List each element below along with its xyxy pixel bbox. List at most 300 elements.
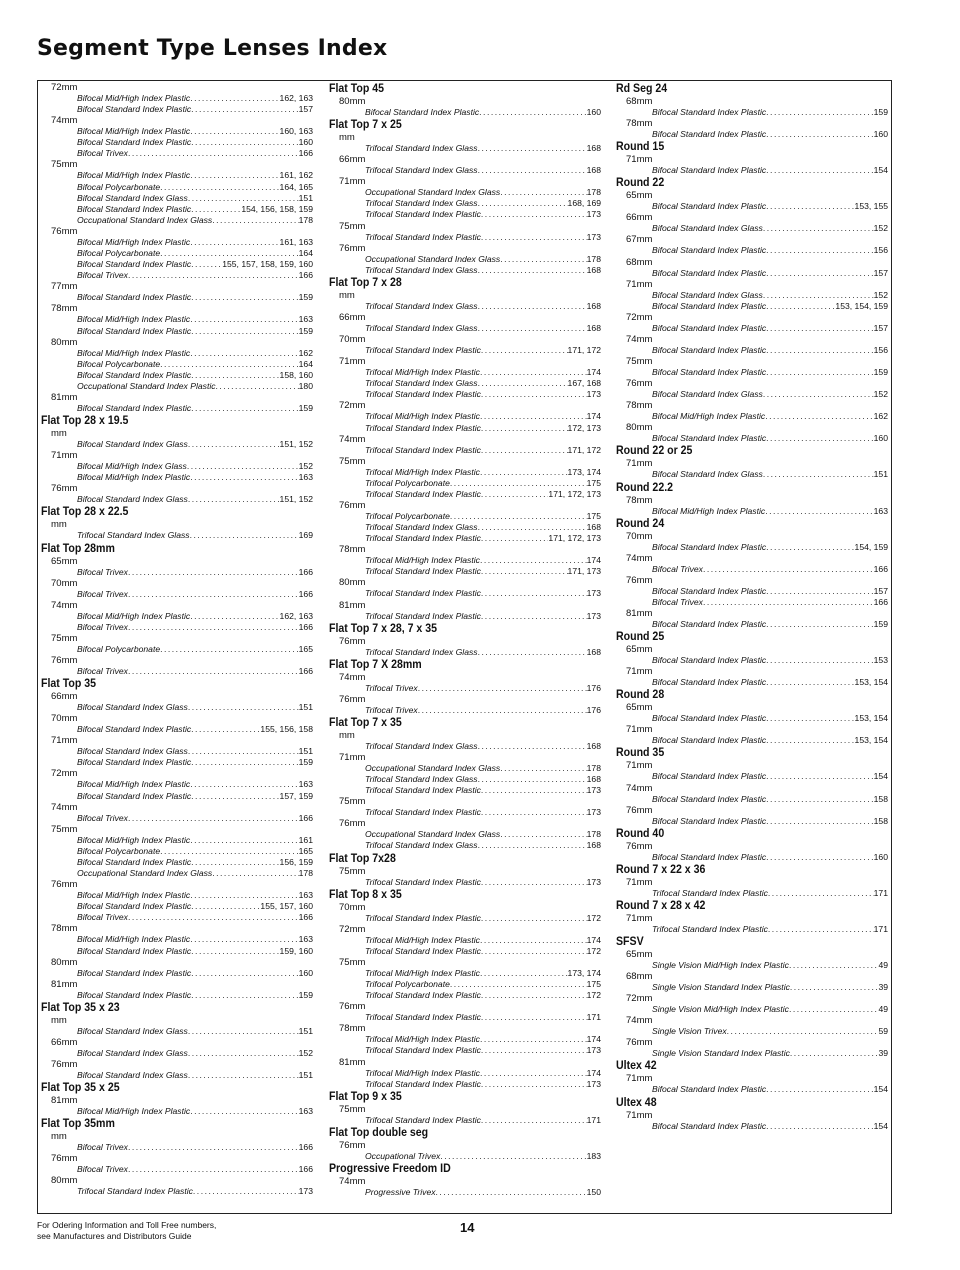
size-label: 71mm xyxy=(626,912,653,924)
page-ref: 172 xyxy=(586,990,601,1001)
index-entry xyxy=(616,469,888,480)
section-heading: Round 22 xyxy=(616,177,665,190)
page-ref: 39 xyxy=(878,1048,888,1059)
lens-type: Bifocal Standard Index Plastic xyxy=(652,585,767,596)
dot-leader xyxy=(480,555,587,566)
lens-type: Bifocal Trivex xyxy=(77,566,128,577)
lens-type: Trifocal Standard Index Plastic xyxy=(365,1078,481,1089)
page-ref: 173 xyxy=(586,1078,601,1089)
dot-leader xyxy=(480,968,568,979)
page-ref: 160 xyxy=(873,433,888,444)
footer-line: For Odering Information and Toll Free numbers, xyxy=(37,1220,217,1230)
section-heading: Flat Top 7 x 25 xyxy=(329,119,402,132)
dot-leader xyxy=(191,292,298,303)
lens-type: Bifocal Mid/High Index Plastic xyxy=(652,411,766,422)
dot-leader xyxy=(188,1026,299,1037)
lens-type: Bifocal Standard Index Plastic xyxy=(652,129,767,140)
index-entry xyxy=(41,622,313,633)
page-ref: 152 xyxy=(298,1047,313,1058)
index-entry xyxy=(616,201,888,212)
lens-type: Trifocal Standard Index Plastic xyxy=(365,912,481,923)
dot-leader xyxy=(481,566,568,577)
page-ref: 152 xyxy=(873,289,888,300)
dot-leader xyxy=(436,1187,587,1198)
index-entry xyxy=(41,791,313,802)
page-ref: 168 xyxy=(586,646,601,657)
dot-leader xyxy=(190,934,298,945)
index-entry xyxy=(329,411,601,422)
dot-leader xyxy=(703,597,874,608)
dot-leader xyxy=(766,586,873,597)
dot-leader xyxy=(128,589,299,600)
index-entry xyxy=(41,170,313,181)
index-entry xyxy=(41,1048,313,1059)
dot-leader xyxy=(191,104,298,115)
index-entry xyxy=(329,877,601,888)
index-entry xyxy=(616,433,888,444)
dot-leader xyxy=(478,647,587,658)
lens-type: Bifocal Standard Index Plastic xyxy=(652,677,767,688)
dot-leader xyxy=(191,901,260,912)
dot-leader xyxy=(481,1012,587,1023)
lens-type: Trifocal Standard Index Plastic xyxy=(365,610,481,621)
page-ref: 171, 172 xyxy=(567,444,601,455)
section-heading: Rd Seg 24 xyxy=(616,83,668,95)
dot-leader xyxy=(478,198,568,209)
dot-leader xyxy=(790,982,879,993)
page-ref: 165 xyxy=(298,845,313,856)
dot-leader xyxy=(766,677,854,688)
lens-type: Bifocal Standard Index Plastic xyxy=(77,967,192,978)
size-label: 75mm xyxy=(51,632,78,644)
size-label: 75mm xyxy=(339,220,366,232)
section-heading: Flat Top 9 x 35 xyxy=(329,1090,402,1103)
index-entry xyxy=(41,666,313,677)
page-ref: 168 xyxy=(586,740,601,751)
page-ref: 163 xyxy=(298,1106,313,1117)
lens-type: Trifocal Standard Index Plastic xyxy=(365,444,481,455)
lens-type: Single Vision Mid/High Index Plastic xyxy=(652,1004,789,1015)
index-column-2 xyxy=(329,82,601,1198)
lens-type: Bifocal Mid/High Index Plastic xyxy=(77,236,191,247)
size-label: 75mm xyxy=(339,956,366,968)
index-entry xyxy=(616,586,888,597)
size-label: 65mm xyxy=(626,949,653,960)
index-entry xyxy=(616,735,888,746)
index-entry xyxy=(329,555,601,566)
page-ref: 153, 154 xyxy=(854,713,888,724)
page-ref: 160 xyxy=(298,137,313,148)
page-ref: 166 xyxy=(298,148,313,159)
index-entry xyxy=(616,924,888,935)
section-heading: Flat Top 35mm xyxy=(41,1118,115,1131)
index-entry xyxy=(616,323,888,334)
dot-leader xyxy=(478,165,587,176)
size-label: 76mm xyxy=(626,840,653,852)
page-ref: 166 xyxy=(298,1142,313,1153)
size-label: 71mm xyxy=(626,1073,653,1085)
lens-type: Trifocal Standard Index Glass xyxy=(77,530,190,541)
index-entry xyxy=(41,215,313,226)
lens-type: Bifocal Standard Index Plastic xyxy=(652,322,767,333)
page-ref: 178 xyxy=(586,253,601,264)
size-label: 70mm xyxy=(339,334,366,346)
index-entry xyxy=(41,259,313,270)
lens-type: Bifocal Standard Index Plastic xyxy=(77,790,192,801)
dot-leader xyxy=(500,829,586,840)
index-entry xyxy=(329,301,601,312)
page-ref: 168 xyxy=(586,522,601,533)
index-entry xyxy=(41,1164,313,1175)
lens-type: Trifocal Standard Index Plastic xyxy=(652,923,768,934)
size-label: 65mm xyxy=(626,644,653,656)
dot-leader xyxy=(790,1048,879,1059)
dot-leader xyxy=(190,170,279,181)
dot-leader xyxy=(190,314,298,325)
lens-type: Trifocal Standard Index Glass xyxy=(365,378,478,389)
index-entry xyxy=(616,794,888,805)
index-entry xyxy=(329,946,601,957)
dot-leader xyxy=(766,655,873,666)
page-ref: 160 xyxy=(298,967,313,978)
index-entry xyxy=(616,771,888,782)
lens-type: Bifocal Standard Index Glass xyxy=(652,289,763,300)
index-entry xyxy=(41,757,313,768)
page-ref: 161, 162 xyxy=(279,170,313,181)
lens-type: Bifocal Standard Index Plastic xyxy=(77,292,192,303)
lens-type: Trifocal Standard Index Glass xyxy=(365,143,478,154)
lens-type: Bifocal Standard Index Plastic xyxy=(77,402,192,413)
page-ref: 178 xyxy=(586,187,601,198)
page-ref: 154 xyxy=(873,771,888,782)
dot-leader xyxy=(191,724,260,735)
dot-leader xyxy=(766,201,854,212)
size-label: 74mm xyxy=(51,599,78,611)
lens-type: Bifocal Standard Index Plastic xyxy=(652,655,767,666)
lens-type: Trifocal Mid/High Index Plastic xyxy=(365,555,480,566)
dot-leader xyxy=(191,791,279,802)
size-label: 81mm xyxy=(51,978,78,990)
dot-leader xyxy=(480,1068,587,1079)
size-label: 76mm xyxy=(51,655,78,666)
size-label: 76mm xyxy=(51,1058,78,1070)
page-ref: 39 xyxy=(878,982,888,993)
section-heading: Round 25 xyxy=(616,631,665,644)
size-label: 76mm xyxy=(339,499,366,511)
index-entry xyxy=(41,746,313,757)
page-ref: 172, 173 xyxy=(567,422,601,433)
dot-leader xyxy=(768,888,874,899)
index-entry xyxy=(41,846,313,857)
section-heading: Flat Top 28 x 22.5 xyxy=(41,506,129,519)
lens-type: Trifocal Standard Index Plastic xyxy=(365,876,481,887)
lens-type: Bifocal Mid/High Index Plastic xyxy=(77,126,191,137)
page-ref: 176 xyxy=(586,682,601,693)
index-entry xyxy=(41,148,313,159)
index-entry xyxy=(616,542,888,553)
dot-leader xyxy=(481,1115,587,1126)
index-entry xyxy=(329,423,601,434)
lens-type: Bifocal Trivex xyxy=(77,912,128,923)
section-heading: Flat Top 7 x 35 xyxy=(329,716,402,729)
dot-leader xyxy=(727,1026,879,1037)
section-heading: Round 7 x 28 x 42 xyxy=(616,899,706,912)
dot-leader xyxy=(188,702,299,713)
lens-type: Bifocal Trivex xyxy=(77,621,128,632)
dot-leader xyxy=(481,990,587,1001)
page-ref: 151 xyxy=(298,1025,313,1036)
lens-type: Trifocal Standard Index Glass xyxy=(365,165,478,176)
page-ref: 151, 152 xyxy=(279,439,313,450)
section-heading: Flat Top 7 X 28mm xyxy=(329,658,422,671)
page-ref: 173 xyxy=(586,1045,601,1056)
dot-leader xyxy=(190,93,279,104)
dot-leader xyxy=(440,1151,586,1162)
lens-type: Trifocal Mid/High Index Plastic xyxy=(365,411,480,422)
lens-type: Trifocal Standard Index Plastic xyxy=(365,1012,481,1023)
dot-leader xyxy=(765,506,873,517)
page-ref: 157 xyxy=(873,322,888,333)
page-ref: 168 xyxy=(586,300,601,311)
lens-type: Single Vision Standard Index Plastic xyxy=(652,982,790,993)
dot-leader xyxy=(191,326,298,337)
lens-type: Bifocal Trivex xyxy=(77,812,128,823)
index-entry xyxy=(41,193,313,204)
lens-type: Bifocal Mid/High Index Plastic xyxy=(77,314,191,325)
index-entry xyxy=(41,104,313,115)
page-ref: 174 xyxy=(586,1034,601,1045)
dot-leader xyxy=(479,107,586,118)
size-label: 71mm xyxy=(51,735,78,747)
lens-type: Trifocal Standard Index Plastic xyxy=(365,785,481,796)
dot-leader xyxy=(481,423,568,434)
page-ref: 49 xyxy=(878,960,888,970)
lens-type: Trifocal Standard Index Glass xyxy=(365,774,478,785)
index-entry xyxy=(41,93,313,104)
lens-type: Bifocal Mid/High Index Plastic xyxy=(77,610,191,621)
dot-leader xyxy=(766,771,873,782)
dot-leader xyxy=(481,533,549,544)
dot-leader xyxy=(480,1034,587,1045)
lens-type: Trifocal Standard Index Plastic xyxy=(365,807,481,818)
dot-leader xyxy=(478,522,587,533)
index-entry xyxy=(329,389,601,400)
size-label: 76mm xyxy=(339,818,366,830)
dot-leader xyxy=(481,913,587,924)
lens-type: Occupational Standard Index Glass xyxy=(365,763,501,773)
section-heading: Round 35 xyxy=(616,747,665,760)
size-label: 74mm xyxy=(626,333,653,345)
dot-leader xyxy=(789,960,879,971)
dot-leader xyxy=(190,890,298,901)
lens-type: Occupational Standard Index Glass xyxy=(77,214,213,225)
page-ref: 174 xyxy=(586,367,601,378)
lens-type: Bifocal Standard Index Glass xyxy=(77,702,188,713)
index-entry xyxy=(616,223,888,234)
page-ref: 159 xyxy=(873,618,888,629)
section-heading: Flat Top 28mm xyxy=(41,542,115,555)
dot-leader xyxy=(190,126,279,137)
size-label: 66mm xyxy=(339,311,366,323)
page-ref: 174 xyxy=(586,411,601,422)
page-ref: 180 xyxy=(298,380,313,391)
section-heading: Round 22.2 xyxy=(616,481,674,494)
index-column-1 xyxy=(41,82,313,1197)
lens-type: Trifocal Standard Index Plastic xyxy=(365,209,481,220)
index-entry xyxy=(616,411,888,422)
page-ref: 156 xyxy=(873,344,888,355)
index-entry xyxy=(616,290,888,301)
lens-type: Bifocal Standard Index Plastic xyxy=(652,771,767,782)
size-label: 66mm xyxy=(51,1036,78,1048)
size-label: 72mm xyxy=(626,311,653,323)
page-ref: 173 xyxy=(298,1186,313,1197)
size-label: 80mm xyxy=(339,577,366,589)
index-entry xyxy=(329,1045,601,1056)
dot-leader xyxy=(212,868,298,879)
lens-type: Bifocal Mid/High Index Plastic xyxy=(77,472,191,483)
size-label: 70mm xyxy=(51,577,78,589)
index-entry xyxy=(329,968,601,979)
dot-leader xyxy=(500,763,586,774)
page-ref: 161 xyxy=(298,834,313,845)
index-entry xyxy=(329,209,601,220)
page-ref: 160 xyxy=(586,107,601,117)
page-ref: 166 xyxy=(298,621,313,632)
index-entry xyxy=(41,326,313,337)
index-entry xyxy=(616,129,888,140)
lens-type: Bifocal Standard Index Plastic xyxy=(365,107,480,117)
index-entry xyxy=(329,979,601,990)
dot-leader xyxy=(481,489,549,500)
dot-leader xyxy=(766,1121,873,1132)
page-ref: 171, 173 xyxy=(567,566,601,577)
size-label: 70mm xyxy=(626,530,653,542)
dot-leader xyxy=(191,137,298,148)
page-ref: 159 xyxy=(298,989,313,1000)
page-ref: 169 xyxy=(298,530,313,541)
index-entry xyxy=(329,232,601,243)
page-ref: 164 xyxy=(298,248,313,259)
index-entry xyxy=(41,779,313,790)
dot-leader xyxy=(450,979,587,990)
size-label: 75mm xyxy=(51,823,78,835)
dot-leader xyxy=(481,588,587,599)
lens-type: Progressive Trivex xyxy=(365,1186,436,1197)
lens-type: Bifocal Polycarbonate xyxy=(77,643,161,654)
dot-leader xyxy=(191,204,241,215)
dot-leader xyxy=(128,1164,299,1175)
lens-type: Trifocal Standard Index Plastic xyxy=(365,389,481,400)
dot-leader xyxy=(766,433,873,444)
page-ref: 151 xyxy=(298,702,313,713)
lens-type: Bifocal Trivex xyxy=(77,148,128,159)
index-entry xyxy=(329,774,601,785)
dot-leader xyxy=(478,840,587,851)
dot-leader xyxy=(766,1084,873,1095)
page-ref: 174 xyxy=(586,934,601,945)
page-ref: 159 xyxy=(298,292,313,303)
size-label: 71mm xyxy=(626,458,653,470)
index-entry xyxy=(329,1034,601,1045)
size-label: 78mm xyxy=(339,544,366,556)
index-entry xyxy=(41,182,313,193)
index-entry xyxy=(41,589,313,600)
lens-type: Bifocal Standard Index Plastic xyxy=(652,433,767,444)
index-entry xyxy=(41,530,313,541)
index-entry xyxy=(329,1079,601,1090)
size-label: mm xyxy=(51,1014,67,1026)
page-ref: 164, 165 xyxy=(279,181,313,192)
dot-leader xyxy=(478,265,587,276)
lens-type: Bifocal Mid/High Index Plastic xyxy=(77,834,191,845)
index-entry xyxy=(41,403,313,414)
page-ref: 159 xyxy=(298,325,313,336)
lens-type: Bifocal Trivex xyxy=(77,588,128,599)
lens-type: Trifocal Polycarbonate xyxy=(365,979,450,990)
lens-type: Trifocal Standard Index Plastic xyxy=(365,990,481,1001)
page-ref: 49 xyxy=(878,1004,888,1015)
dot-leader xyxy=(766,245,873,256)
index-entry xyxy=(616,960,888,971)
dot-leader xyxy=(766,129,873,140)
index-entry xyxy=(616,564,888,575)
page-ref: 154, 159 xyxy=(854,541,888,552)
page-ref: 152 xyxy=(873,223,888,234)
size-label: 68mm xyxy=(626,971,653,983)
lens-type: Occupational Standard Index Glass xyxy=(365,829,501,840)
page-ref: 172 xyxy=(586,945,601,956)
page-ref: 162, 163 xyxy=(279,93,313,103)
size-label: 76mm xyxy=(626,804,653,816)
lens-type: Trifocal Standard Index Plastic xyxy=(77,1186,193,1197)
dot-leader xyxy=(188,1070,299,1081)
index-entry xyxy=(329,489,601,500)
lens-type: Bifocal Standard Index Plastic xyxy=(652,735,767,746)
dot-leader xyxy=(481,445,568,456)
index-entry xyxy=(41,857,313,868)
dot-leader xyxy=(418,705,587,716)
lens-type: Trifocal Standard Index Plastic xyxy=(365,945,481,956)
index-entry xyxy=(329,254,601,265)
dot-leader xyxy=(160,182,279,193)
page-ref: 159 xyxy=(873,107,888,117)
size-label: 71mm xyxy=(626,278,653,290)
size-label: 74mm xyxy=(339,671,366,683)
lens-type: Bifocal Trivex xyxy=(652,596,703,607)
dot-leader xyxy=(768,924,874,935)
size-label: 71mm xyxy=(626,1109,653,1121)
page-ref: 159 xyxy=(873,367,888,378)
lens-type: Bifocal Standard Index Plastic xyxy=(652,793,767,804)
size-label: 74mm xyxy=(626,782,653,794)
lens-type: Bifocal Standard Index Glass xyxy=(77,1025,188,1036)
page-ref: 167, 168 xyxy=(567,378,601,389)
lens-type: Single Vision Standard Index Plastic xyxy=(652,1048,790,1059)
dot-leader xyxy=(191,990,298,1001)
size-label: 65mm xyxy=(51,555,78,567)
page-ref: 159 xyxy=(298,757,313,768)
size-label: 70mm xyxy=(51,713,78,725)
lens-type: Bifocal Standard Index Plastic xyxy=(652,713,767,724)
dot-leader xyxy=(481,345,568,356)
page-ref: 153, 154 xyxy=(854,735,888,746)
dot-leader xyxy=(191,757,298,768)
page-ref: 175 xyxy=(586,979,601,990)
size-label: 80mm xyxy=(51,336,78,348)
page-ref: 166 xyxy=(298,812,313,823)
dot-leader xyxy=(478,323,587,334)
